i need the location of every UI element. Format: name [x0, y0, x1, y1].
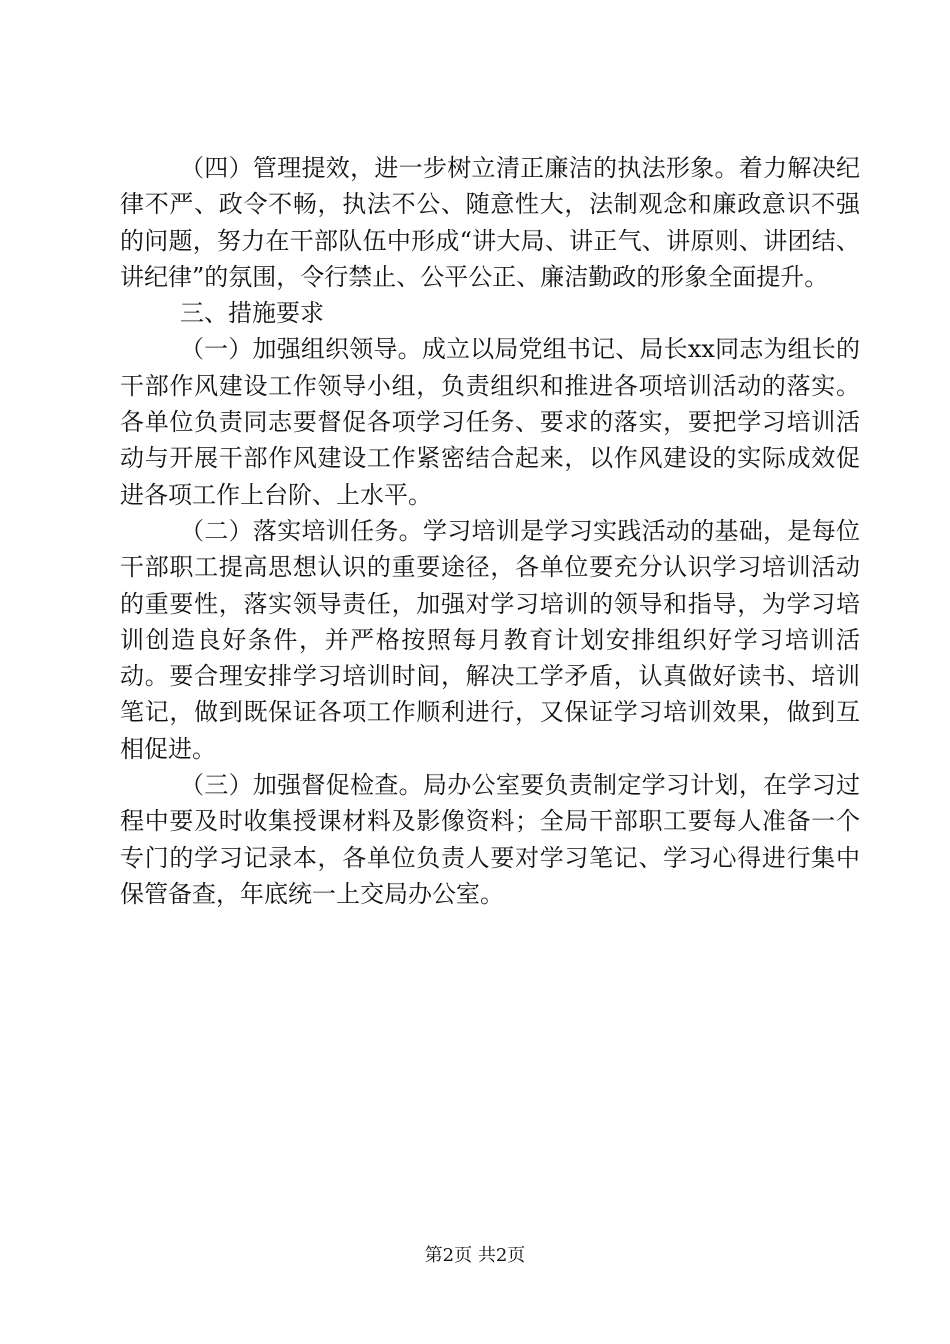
- section-heading-measures: 三、措施要求: [180, 299, 324, 328]
- paragraph-three-supervision: （三）加强督促检查。局办公室要负责制定学习计划，在学习过程中要及时收集授课材料及影像资料；全局干部职工要每人准备一个专门的学习记录本，各单位负责人要对学习笔记、学习心得进行集中保管备查，年底统一上交局办公室。: [120, 771, 860, 908]
- document-body: [120, 150, 860, 912]
- paragraph-four-management: （四）管理提效，进一步树立清正廉洁的执法形象。着力解决纪律不严、政令不畅，执法不公、随意性大，法制观念和廉政意识不强的问题，努力在干部队伍中形成“讲大局、讲正气、讲原则、讲团结、讲纪律”的氛围，令行禁止、公平公正、廉洁勤政的形象全面提升。: [120, 154, 860, 291]
- paragraph-one-leadership: （一）加强组织领导。成立以局党组书记、局长xx同志为组长的干部作风建设工作领导小组，负责组织和推进各项培训活动的落实。各单位负责同志要督促各项学习任务、要求的落实，要把学习培训活动与开展干部作风建设工作紧密结合起来，以作风建设的实际成效促进各项工作上台阶、上水平。: [120, 335, 860, 509]
- paragraph-two-training: （二）落实培训任务。学习培训是学习实践活动的基础，是每位干部职工提高思想认识的重要途径，各单位要充分认识学习培训活动的重要性，落实领导责任，加强对学习培训的领导和指导，为学习培训创造良好条件，并严格按照每月教育计划安排组织好学习培训活动。要合理安排学习培训时间，解决工学矛盾，认真做好读书、培训笔记，做到既保证各项工作顺利进行，又保证学习培训效果，做到互相促进。: [120, 516, 860, 763]
- page-footer: 第2页 共2页: [424, 1245, 526, 1266]
